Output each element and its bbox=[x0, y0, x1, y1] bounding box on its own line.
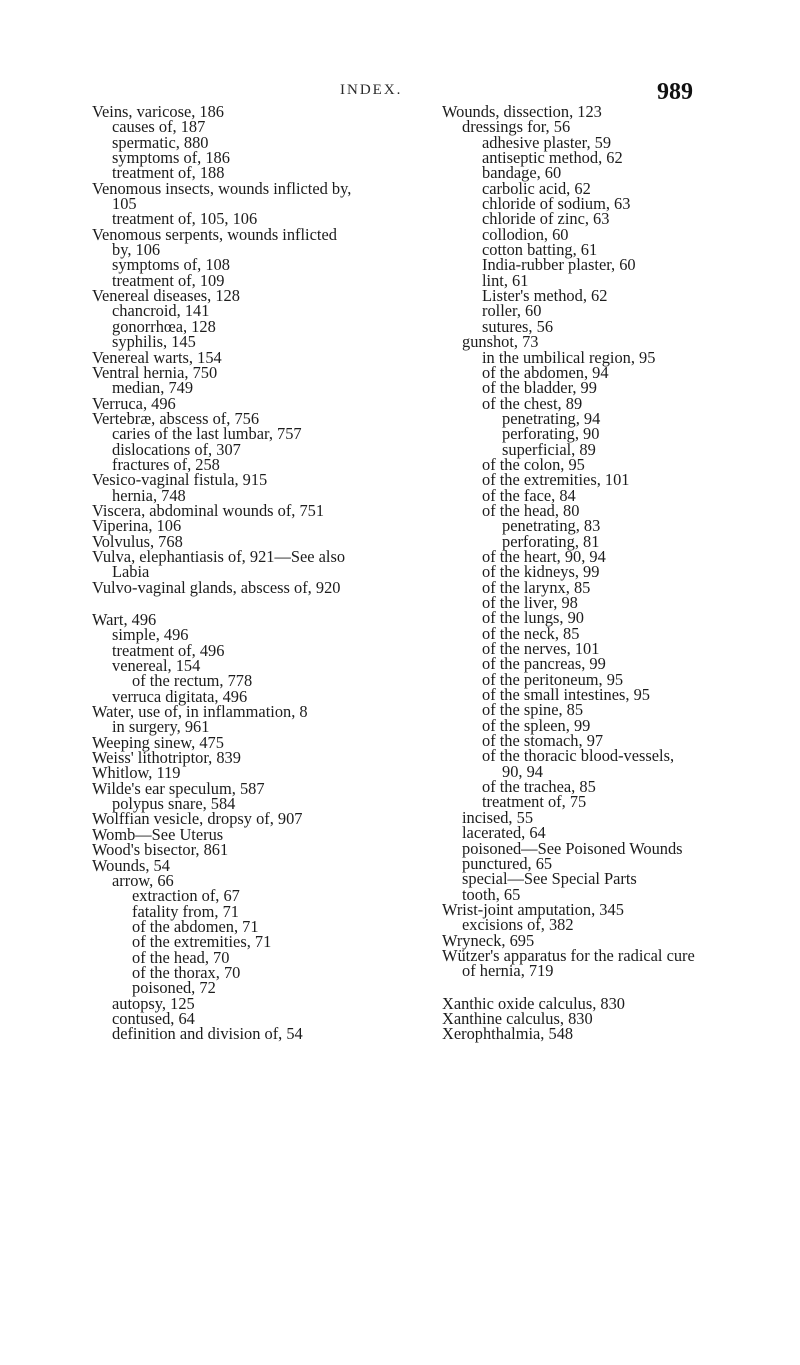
index-subentry: of the chest, 89 bbox=[482, 393, 583, 413]
index-subentry: fractures of, 258 bbox=[112, 454, 220, 474]
index-entry: Wryneck, 695 bbox=[442, 930, 535, 950]
index-subentry: excisions of, 382 bbox=[462, 915, 574, 935]
index-subentry: of the abdomen, 94 bbox=[482, 362, 609, 382]
index-column-right bbox=[442, 104, 772, 1042]
index-subentry: poisoned—See Poisoned Wounds bbox=[462, 838, 683, 858]
index-subentry: definition and division of, 54 bbox=[112, 1024, 303, 1044]
index-entry: Womb—See Uterus bbox=[92, 824, 224, 844]
index-subentry: of the head, 70 bbox=[132, 947, 230, 967]
index-subentry: symptoms of, 108 bbox=[112, 255, 230, 275]
index-subentry: caries of the last lumbar, 757 bbox=[112, 424, 302, 444]
index-subentry: carbolic acid, 62 bbox=[482, 178, 591, 198]
index-subentry: chloride of zinc, 63 bbox=[482, 209, 610, 229]
index-entry: Wolffian vesicle, dropsy of, 907 bbox=[92, 809, 303, 829]
index-subentry: treatment of, 109 bbox=[112, 270, 225, 290]
index-entry: Vulva, elephantiasis of, 921—See also bbox=[92, 546, 346, 566]
index-subentry: chloride of sodium, 63 bbox=[482, 194, 631, 214]
index-subentry: punctured, 65 bbox=[462, 853, 553, 873]
index-subentry: dislocations of, 307 bbox=[112, 439, 241, 459]
index-subentry: treatment of, 105, 106 bbox=[112, 209, 258, 229]
index-subentry: simple, 496 bbox=[112, 625, 189, 645]
index-subentry: of the face, 84 bbox=[482, 485, 576, 505]
index-entry: Wilde's ear speculum, 587 bbox=[92, 778, 265, 798]
index-subentry: treatment of, 75 bbox=[482, 792, 587, 812]
index-subentry: Labia bbox=[112, 562, 150, 582]
index-subentry: spermatic, 880 bbox=[112, 132, 209, 152]
index-subentry: of hernia, 719 bbox=[462, 961, 554, 981]
index-subentry: contused, 64 bbox=[112, 1008, 195, 1028]
index-subentry: of the larynx, 85 bbox=[482, 577, 591, 597]
index-subentry: of the liver, 98 bbox=[482, 593, 578, 612]
index-entry: Weiss' lithotriptor, 839 bbox=[92, 748, 241, 768]
index-entry: Volvulus, 768 bbox=[92, 531, 183, 551]
index-subentry: of the thorax, 70 bbox=[132, 962, 241, 982]
index-subentry: in the umbilical region, 95 bbox=[482, 347, 656, 367]
index-subentry: of the extremities, 101 bbox=[482, 470, 630, 490]
index-subentry: of the peritoneum, 95 bbox=[482, 669, 624, 689]
index-entry: Ventral hernia, 750 bbox=[92, 362, 218, 382]
index-subentry: fatality from, 71 bbox=[132, 901, 239, 921]
index-subentry: of the spine, 85 bbox=[482, 700, 584, 720]
index-entry: Water, use of, in inflammation, 8 bbox=[92, 702, 308, 722]
index-subentry: perforating, 81 bbox=[502, 531, 600, 551]
index-subentry: penetrating, 94 bbox=[502, 408, 601, 428]
index-subentry: in surgery, 961 bbox=[112, 717, 210, 737]
index-entry: Whitlow, 119 bbox=[92, 763, 181, 783]
index-subentry: of the small intestines, 95 bbox=[482, 685, 650, 705]
index-subentry: of the extremities, 71 bbox=[132, 932, 272, 952]
index-entry: Xerophthalmia, 548 bbox=[442, 1024, 574, 1044]
index-column-left bbox=[92, 104, 434, 1042]
index-subentry: poisoned, 72 bbox=[132, 978, 216, 998]
index-subentry: adhesive plaster, 59 bbox=[482, 132, 612, 152]
index-entry: Wrist-joint amputation, 345 bbox=[442, 899, 624, 919]
index-entry: Wood's bisector, 861 bbox=[92, 840, 229, 860]
index-subentry: superficial, 89 bbox=[502, 439, 596, 459]
index-subentry: gonorrhœa, 128 bbox=[112, 316, 216, 336]
index-subentry: roller, 60 bbox=[482, 301, 542, 321]
index-subentry: of the head, 80 bbox=[482, 500, 580, 520]
index-subentry: of the stomach, 97 bbox=[482, 731, 604, 751]
index-entry: Xanthine calculus, 830 bbox=[442, 1008, 593, 1028]
index-subentry: of the thoracic blood-vessels, bbox=[482, 746, 675, 766]
index-subentry: dressings for, 56 bbox=[462, 117, 571, 137]
index-subentry: Lister's method, 62 bbox=[482, 286, 608, 306]
index-subentry: by, 106 bbox=[112, 240, 161, 260]
index-subentry: incised, 55 bbox=[462, 807, 534, 827]
index-entry: Wounds, 54 bbox=[92, 855, 170, 875]
index-subentry: cotton batting, 61 bbox=[482, 240, 598, 260]
index-entry: Venomous serpents, wounds inflicted bbox=[92, 224, 337, 244]
index-subentry: penetrating, 83 bbox=[502, 516, 601, 536]
index-subentry: causes of, 187 bbox=[112, 117, 206, 137]
index-entry: Wounds, dissection, 123 bbox=[442, 102, 602, 121]
index-subentry: antiseptic method, 62 bbox=[482, 148, 623, 168]
index-entry: Venereal warts, 154 bbox=[92, 347, 222, 367]
index-subentry: collodion, 60 bbox=[482, 224, 569, 244]
index-subentry: of the pancreas, 99 bbox=[482, 654, 606, 674]
page-number: 989 bbox=[657, 79, 693, 105]
index-subentry: treatment of, 496 bbox=[112, 640, 225, 660]
index-subentry: lacerated, 64 bbox=[462, 823, 546, 843]
index-subentry: of the spleen, 99 bbox=[482, 715, 591, 735]
index-subentry: perforating, 90 bbox=[502, 424, 600, 444]
index-subentry: of the neck, 85 bbox=[482, 623, 580, 643]
index-subentry: syphilis, 145 bbox=[112, 332, 196, 352]
index-subentry: of the lungs, 90 bbox=[482, 608, 584, 628]
index-entry: Viscera, abdominal wounds of, 751 bbox=[92, 500, 325, 520]
index-subentry: sutures, 56 bbox=[482, 316, 554, 336]
index-subentry: special—See Special Parts bbox=[462, 869, 637, 889]
index-subentry: verruca digitata, 496 bbox=[112, 686, 248, 706]
index-subentry: treatment of, 188 bbox=[112, 163, 225, 183]
index-subentry: polypus snare, 584 bbox=[112, 794, 236, 814]
index-entry: Vertebræ, abscess of, 756 bbox=[92, 408, 260, 428]
index-subentry: tooth, 65 bbox=[462, 884, 521, 904]
index-entry: Vesico-vaginal fistula, 915 bbox=[92, 470, 268, 490]
index-entry: Vulvo-vaginal glands, abscess of, 920 bbox=[92, 577, 341, 597]
index-subentry: India-rubber plaster, 60 bbox=[482, 255, 636, 275]
index-entry: Venereal diseases, 128 bbox=[92, 286, 240, 306]
index-subentry: of the abdomen, 71 bbox=[132, 916, 259, 936]
index-subentry: median, 749 bbox=[112, 378, 194, 398]
index-subentry: arrow, 66 bbox=[112, 870, 174, 890]
index-subentry: of the kidneys, 99 bbox=[482, 562, 600, 582]
header-title: INDEX. bbox=[340, 82, 403, 98]
index-subentry: of the trachea, 85 bbox=[482, 777, 596, 797]
index-subentry: venereal, 154 bbox=[112, 656, 201, 676]
index-subentry: of the rectum, 778 bbox=[132, 671, 253, 691]
index-subentry: of the colon, 95 bbox=[482, 454, 585, 474]
index-subentry: bandage, 60 bbox=[482, 163, 562, 183]
index-entry: Viperina, 106 bbox=[92, 516, 182, 536]
index-entry: Xanthic oxide calculus, 830 bbox=[442, 993, 625, 1013]
index-subentry: 90, 94 bbox=[502, 761, 543, 781]
index-subentry: extraction of, 67 bbox=[132, 886, 240, 906]
index-entry: Weeping sinew, 475 bbox=[92, 732, 224, 752]
index-entry: Wart, 496 bbox=[92, 610, 157, 629]
index-entry: Veins, varicose, 186 bbox=[92, 102, 225, 121]
index-subentry: of the bladder, 99 bbox=[482, 378, 597, 398]
index-subentry: gunshot, 73 bbox=[462, 332, 539, 352]
index-subentry: symptoms of, 186 bbox=[112, 148, 230, 168]
index-subentry: 105 bbox=[112, 194, 137, 214]
index-subentry: lint, 61 bbox=[482, 270, 529, 290]
index-subentry: of the nerves, 101 bbox=[482, 639, 600, 659]
index-entry: Venomous insects, wounds inflicted by, bbox=[92, 178, 352, 198]
index-subentry: autopsy, 125 bbox=[112, 993, 195, 1013]
index-subentry: chancroid, 141 bbox=[112, 301, 210, 321]
index-subentry: hernia, 748 bbox=[112, 485, 186, 505]
index-entry: Wützer's apparatus for the radical cure bbox=[442, 945, 695, 965]
index-subentry: of the heart, 90, 94 bbox=[482, 546, 606, 566]
index-entry: Verruca, 496 bbox=[92, 393, 176, 413]
